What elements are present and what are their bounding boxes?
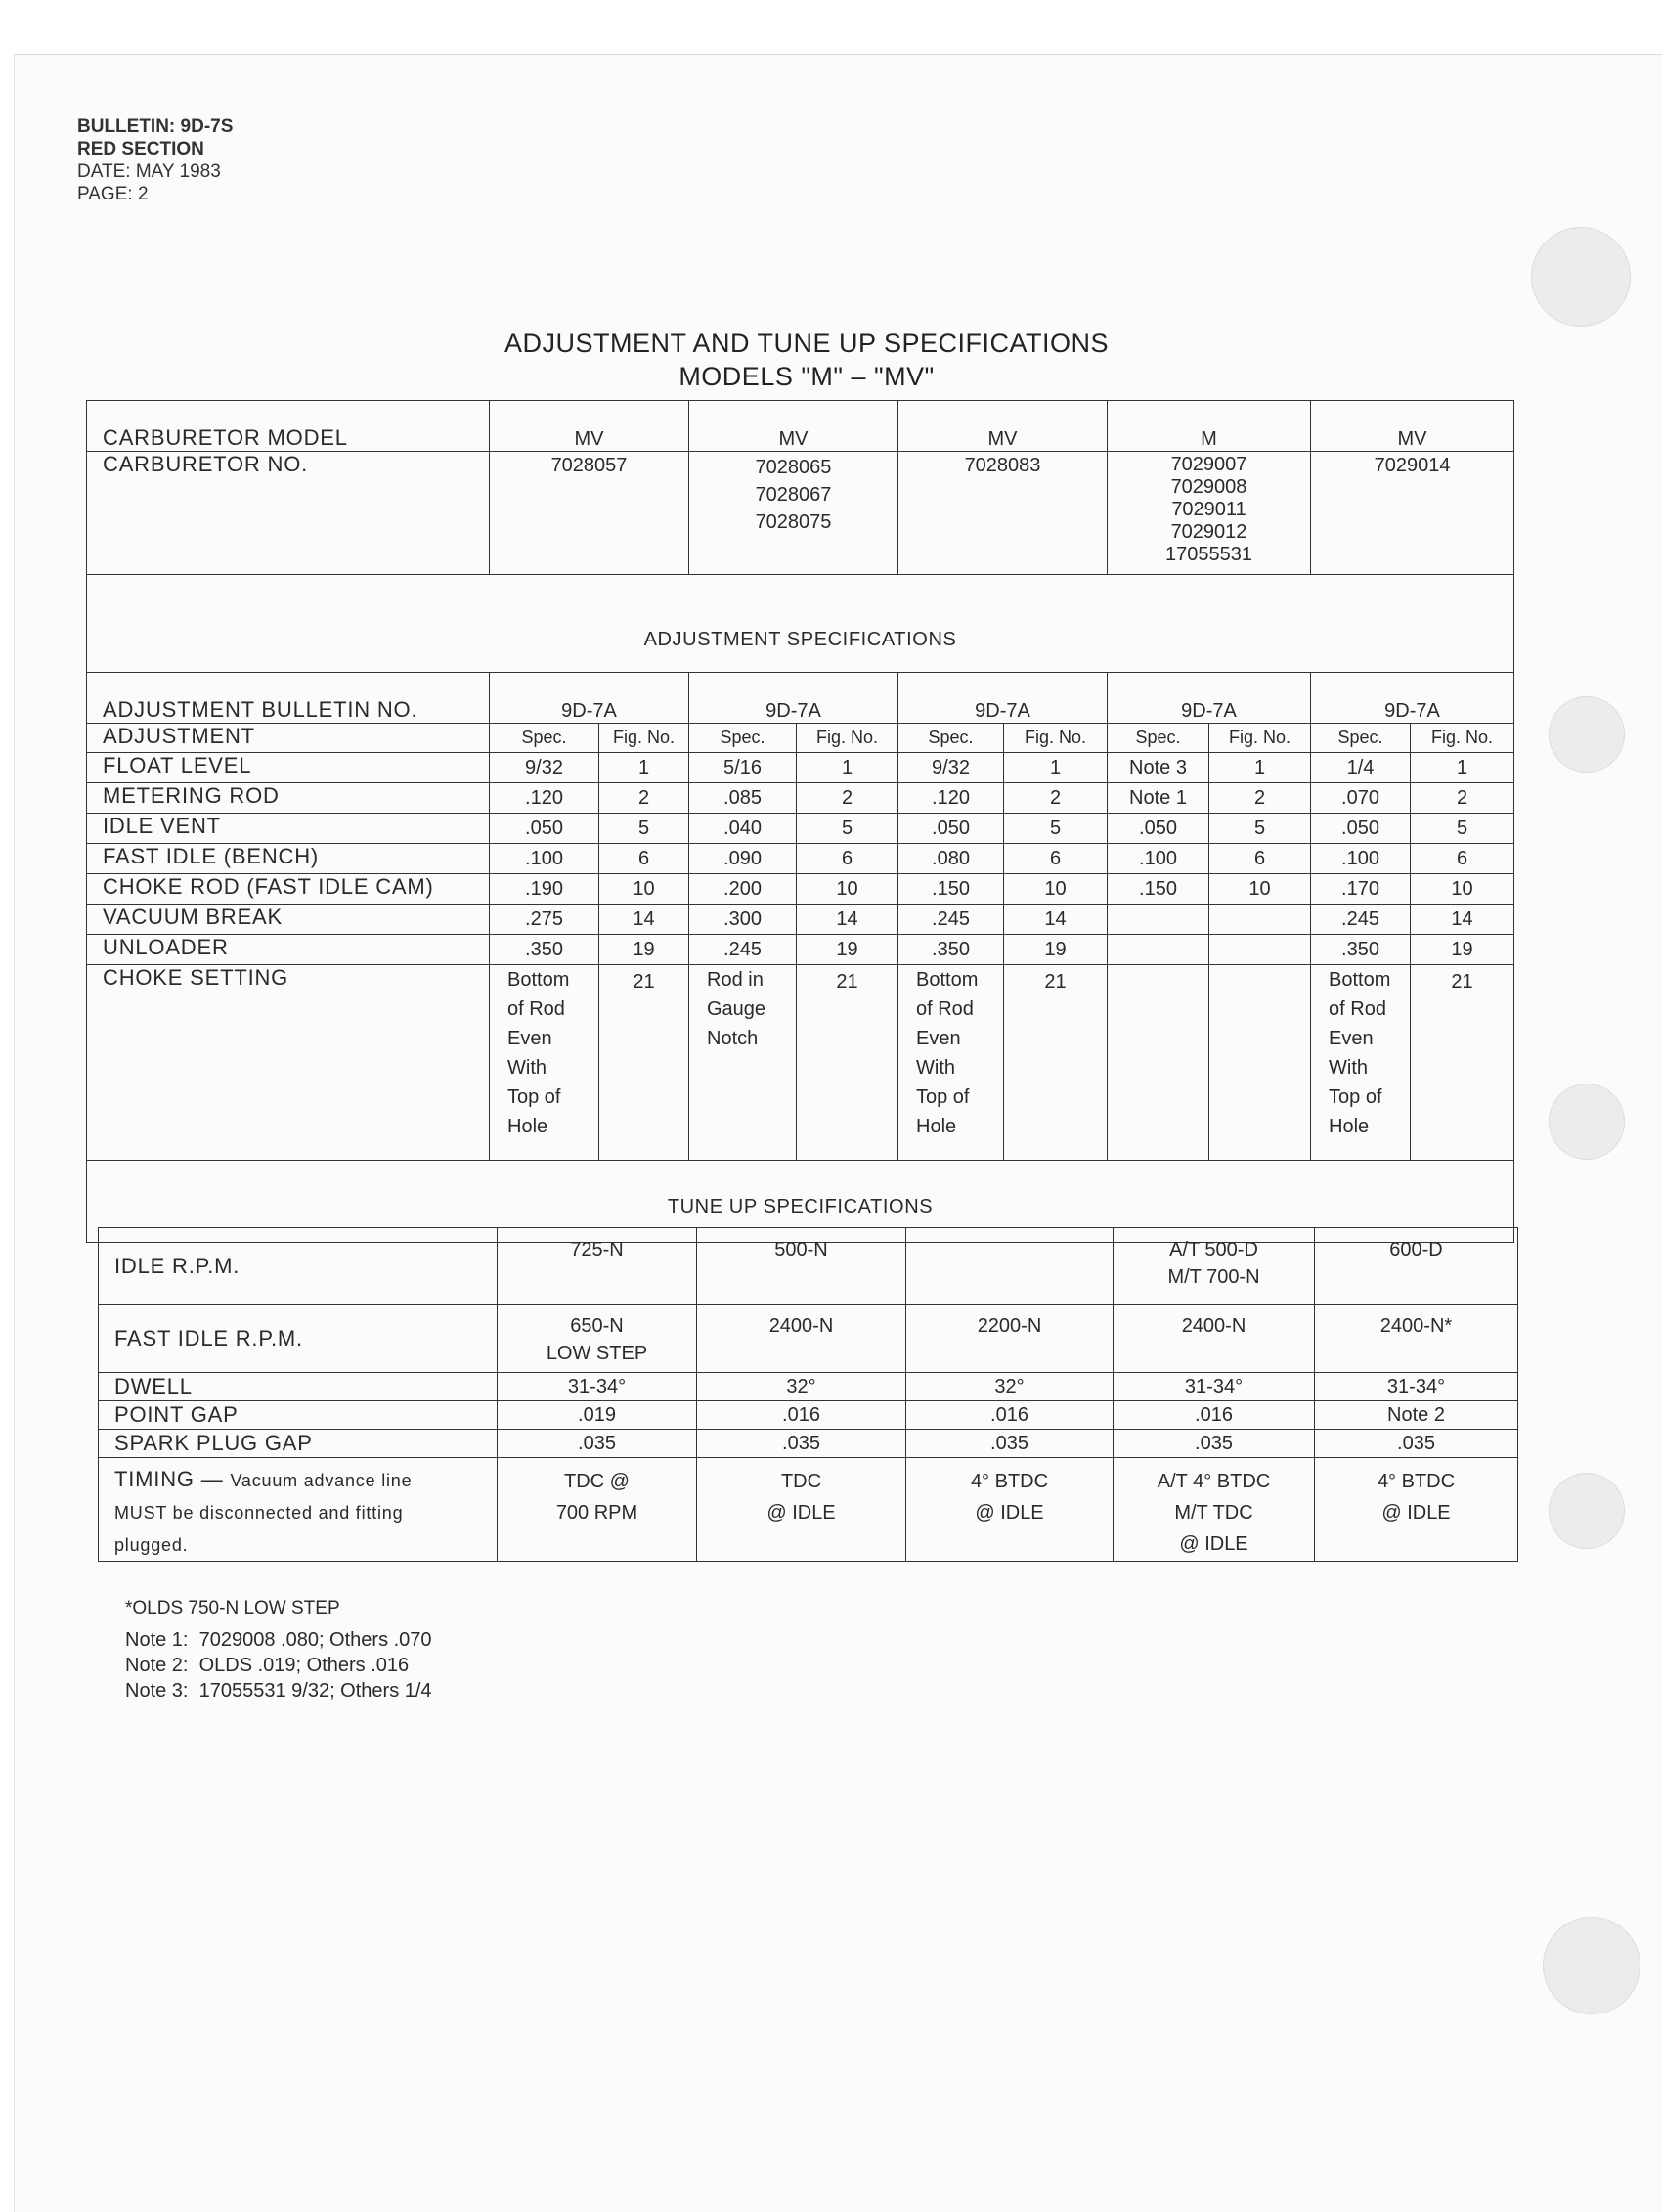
bulletin-section: RED SECTION (77, 139, 204, 159)
row-label: FLOAT LEVEL (87, 753, 490, 783)
fig-cell: 1 (1004, 753, 1108, 783)
carburetor-numbers: 7028057 (490, 452, 689, 575)
table-row (99, 1401, 1518, 1430)
spec-cell: .245 (689, 935, 797, 965)
fig-cell: 1 (1411, 753, 1514, 783)
bulletin-cell: 9D-7A (490, 673, 689, 724)
table-row (87, 753, 1514, 783)
table-row (99, 1373, 1518, 1401)
binder-hole (1549, 1084, 1625, 1160)
fig-cell: 14 (599, 905, 689, 935)
timing-cell: TDC @ IDLE (697, 1458, 906, 1562)
choke-spec: Rod in Gauge Notch (689, 965, 797, 1161)
table-row (87, 783, 1514, 814)
spec-table (86, 400, 1514, 1243)
fig-cell: 14 (797, 905, 898, 935)
fig-header: Fig. No. (599, 724, 689, 753)
spec-cell: .070 (1311, 783, 1411, 814)
timing-note: Vacuum advance line (230, 1471, 413, 1490)
spec-cell: .275 (490, 905, 599, 935)
spec-cell: .090 (689, 844, 797, 874)
fig-cell: 19 (599, 935, 689, 965)
table-row (87, 935, 1514, 965)
tuneup-cell: 32° (697, 1373, 906, 1401)
spec-cell: 1/4 (1311, 753, 1411, 783)
spec-cell: Note 1 (1108, 783, 1209, 814)
binder-hole (1543, 1917, 1640, 2014)
row-label: FAST IDLE (BENCH) (87, 844, 490, 874)
fig-cell: 2 (1209, 783, 1311, 814)
model-cell: MV (689, 401, 898, 452)
tuneup-table (98, 1227, 1518, 1562)
fig-cell: 6 (1411, 844, 1514, 874)
fig-cell: 10 (599, 874, 689, 905)
fig-cell: 5 (599, 814, 689, 844)
tuneup-cell: .016 (906, 1401, 1114, 1430)
spec-cell: 9/32 (898, 753, 1004, 783)
fig-cell: 6 (1004, 844, 1108, 874)
timing-cell: A/T 4° BTDC M/T TDC @ IDLE (1114, 1458, 1315, 1562)
timing-cell: 4° BTDC @ IDLE (906, 1458, 1114, 1562)
model-cell: MV (1311, 401, 1514, 452)
row-label: CHOKE ROD (FAST IDLE CAM) (87, 874, 490, 905)
choke-fig: 21 (797, 965, 898, 1161)
tuneup-cell (906, 1228, 1114, 1305)
fig-cell: 10 (1209, 874, 1311, 905)
fig-cell: 14 (1411, 905, 1514, 935)
spec-cell (1108, 905, 1209, 935)
fig-cell: 2 (1411, 783, 1514, 814)
table-row (87, 905, 1514, 935)
adjustment-bulletin-label: ADJUSTMENT BULLETIN NO. (87, 673, 490, 724)
fig-cell: 1 (599, 753, 689, 783)
tuneup-cell: .035 (498, 1430, 697, 1458)
row-label: FAST IDLE R.P.M. (99, 1305, 498, 1373)
timing-note-2: MUST be disconnected and fitting (114, 1503, 404, 1523)
tuneup-cell: 650-N LOW STEP (498, 1305, 697, 1373)
fig-cell: 10 (1411, 874, 1514, 905)
timing-row (99, 1458, 1518, 1562)
table-row (99, 1305, 1518, 1373)
spec-cell: .200 (689, 874, 797, 905)
row-label: DWELL (99, 1373, 498, 1401)
table-row (87, 844, 1514, 874)
choke-spec: Bottom of Rod Even With Top of Hole (898, 965, 1004, 1161)
tuneup-cell: 2400-N (697, 1305, 906, 1373)
choke-setting-label: CHOKE SETTING (87, 965, 490, 1161)
spec-cell: .245 (1311, 905, 1411, 935)
fig-cell: 5 (1209, 814, 1311, 844)
carburetor-numbers: 7029014 (1311, 452, 1514, 575)
adjustment-label: ADJUSTMENT (87, 724, 490, 753)
spec-cell: .050 (1108, 814, 1209, 844)
spec-cell: .350 (898, 935, 1004, 965)
page-subtitle: MODELS "M" – "MV" (678, 362, 935, 391)
tuneup-cell: .035 (1315, 1430, 1518, 1458)
spec-cell: 5/16 (689, 753, 797, 783)
fig-cell: 19 (1004, 935, 1108, 965)
tuneup-cell: 31-34° (1315, 1373, 1518, 1401)
spec-header: Spec. (689, 724, 797, 753)
fig-cell: 5 (1004, 814, 1108, 844)
bulletin-cell: 9D-7A (689, 673, 898, 724)
footnote-2: Note 2: OLDS .019; Others .016 (125, 1655, 410, 1676)
carburetor-numbers: 7029007 7029008 7029011 7029012 17055531 (1108, 452, 1311, 575)
bulletin-date: DATE: MAY 1983 (77, 161, 221, 182)
carburetor-numbers: 7028083 (898, 452, 1108, 575)
bulletin-header (77, 115, 233, 205)
tuneup-cell: A/T 500-D M/T 700-N (1114, 1228, 1315, 1305)
spec-cell: 9/32 (490, 753, 599, 783)
model-cell: M (1108, 401, 1311, 452)
tuneup-cell: 725-N (498, 1228, 697, 1305)
spec-cell: .150 (898, 874, 1004, 905)
footnotes (125, 1596, 432, 1703)
tuneup-cell: Note 2 (1315, 1401, 1518, 1430)
choke-fig (1209, 965, 1311, 1161)
spec-cell: .150 (1108, 874, 1209, 905)
spec-cell: .170 (1311, 874, 1411, 905)
fig-cell: 6 (797, 844, 898, 874)
fig-cell: 19 (797, 935, 898, 965)
row-label: UNLOADER (87, 935, 490, 965)
spec-cell: .100 (1108, 844, 1209, 874)
timing-cell: TDC @ 700 RPM (498, 1458, 697, 1562)
spec-cell: .050 (490, 814, 599, 844)
fig-cell: 1 (797, 753, 898, 783)
choke-spec (1108, 965, 1209, 1161)
fig-cell: 19 (1411, 935, 1514, 965)
fig-cell (1209, 905, 1311, 935)
spec-cell: .350 (1311, 935, 1411, 965)
model-cell: MV (490, 401, 689, 452)
tuneup-cell: 31-34° (1114, 1373, 1315, 1401)
row-label: METERING ROD (87, 783, 490, 814)
choke-fig: 21 (1411, 965, 1514, 1161)
fig-cell: 5 (797, 814, 898, 844)
tuneup-section-title: TUNE UP SPECIFICATIONS (87, 1161, 1514, 1243)
row-label: POINT GAP (99, 1401, 498, 1430)
footnote-olds: *OLDS 750-N LOW STEP (125, 1598, 340, 1618)
spec-cell: .100 (490, 844, 599, 874)
spec-cell: .350 (490, 935, 599, 965)
fig-header: Fig. No. (1004, 724, 1108, 753)
spec-cell: .050 (898, 814, 1004, 844)
bulletin-number: BULLETIN: 9D-7S (77, 116, 234, 137)
row-label: VACUUM BREAK (87, 905, 490, 935)
model-cell: MV (898, 401, 1108, 452)
spec-cell: .120 (490, 783, 599, 814)
fig-cell: 6 (599, 844, 689, 874)
choke-setting-row (87, 965, 1514, 1161)
binder-hole (1549, 1473, 1625, 1549)
carburetor-number-label: CARBURETOR NO. (87, 452, 490, 575)
tuneup-cell: .035 (1114, 1430, 1315, 1458)
tuneup-cell: .016 (1114, 1401, 1315, 1430)
timing-note-3: plugged. (114, 1535, 189, 1555)
choke-fig: 21 (599, 965, 689, 1161)
spec-cell: .300 (689, 905, 797, 935)
carburetor-numbers: 7028065 7028067 7028075 (689, 452, 898, 575)
fig-cell: 2 (599, 783, 689, 814)
spec-cell: Note 3 (1108, 753, 1209, 783)
spec-cell: .050 (1311, 814, 1411, 844)
fig-header: Fig. No. (1209, 724, 1311, 753)
timing-cell: 4° BTDC @ IDLE (1315, 1458, 1518, 1562)
spec-header: Spec. (1108, 724, 1209, 753)
choke-fig: 21 (1004, 965, 1108, 1161)
table-row (99, 1228, 1518, 1305)
bulletin-cell: 9D-7A (898, 673, 1108, 724)
row-label: IDLE R.P.M. (99, 1228, 498, 1305)
binder-hole (1549, 696, 1625, 773)
fig-cell: 10 (1004, 874, 1108, 905)
tuneup-cell: .035 (697, 1430, 906, 1458)
tuneup-cell: 500-N (697, 1228, 906, 1305)
spec-header: Spec. (1311, 724, 1411, 753)
spec-cell: .190 (490, 874, 599, 905)
tuneup-cell: 600-D (1315, 1228, 1518, 1305)
tuneup-cell: .019 (498, 1401, 697, 1430)
table-row (87, 874, 1514, 905)
tuneup-cell: .035 (906, 1430, 1114, 1458)
binder-hole (1531, 227, 1631, 327)
fig-cell (1209, 935, 1311, 965)
spec-cell: .245 (898, 905, 1004, 935)
fig-cell: 14 (1004, 905, 1108, 935)
choke-spec: Bottom of Rod Even With Top of Hole (490, 965, 599, 1161)
fig-cell: 2 (797, 783, 898, 814)
footnote-3: Note 3: 17055531 9/32; Others 1/4 (125, 1680, 432, 1702)
fig-cell: 6 (1209, 844, 1311, 874)
fig-header: Fig. No. (1411, 724, 1514, 753)
choke-spec: Bottom of Rod Even With Top of Hole (1311, 965, 1411, 1161)
spec-header: Spec. (898, 724, 1004, 753)
fig-cell: 2 (1004, 783, 1108, 814)
spec-cell: .080 (898, 844, 1004, 874)
carburetor-model-label: CARBURETOR MODEL (87, 401, 490, 452)
spec-cell (1108, 935, 1209, 965)
bulletin-cell: 9D-7A (1108, 673, 1311, 724)
tuneup-cell: 31-34° (498, 1373, 697, 1401)
bulletin-cell: 9D-7A (1311, 673, 1514, 724)
adjustment-section-title: ADJUSTMENT SPECIFICATIONS (87, 575, 1514, 673)
row-label: IDLE VENT (87, 814, 490, 844)
spec-cell: .120 (898, 783, 1004, 814)
bulletin-page: PAGE: 2 (77, 184, 149, 204)
table-row (99, 1430, 1518, 1458)
footnote-1: Note 1: 7029008 .080; Others .070 (125, 1629, 432, 1651)
timing-label: TIMING — (114, 1467, 224, 1491)
spec-cell: .040 (689, 814, 797, 844)
tuneup-cell: .016 (697, 1401, 906, 1430)
spec-header: Spec. (490, 724, 599, 753)
tuneup-cell: 2200-N (906, 1305, 1114, 1373)
fig-header: Fig. No. (797, 724, 898, 753)
tuneup-cell: 32° (906, 1373, 1114, 1401)
tuneup-cell: 2400-N (1114, 1305, 1315, 1373)
fig-cell: 5 (1411, 814, 1514, 844)
tuneup-cell: 2400-N* (1315, 1305, 1518, 1373)
spec-cell: .085 (689, 783, 797, 814)
fig-cell: 1 (1209, 753, 1311, 783)
row-label: SPARK PLUG GAP (99, 1430, 498, 1458)
fig-cell: 10 (797, 874, 898, 905)
table-row (87, 814, 1514, 844)
page-title: ADJUSTMENT AND TUNE UP SPECIFICATIONS (503, 329, 1110, 358)
spec-cell: .100 (1311, 844, 1411, 874)
